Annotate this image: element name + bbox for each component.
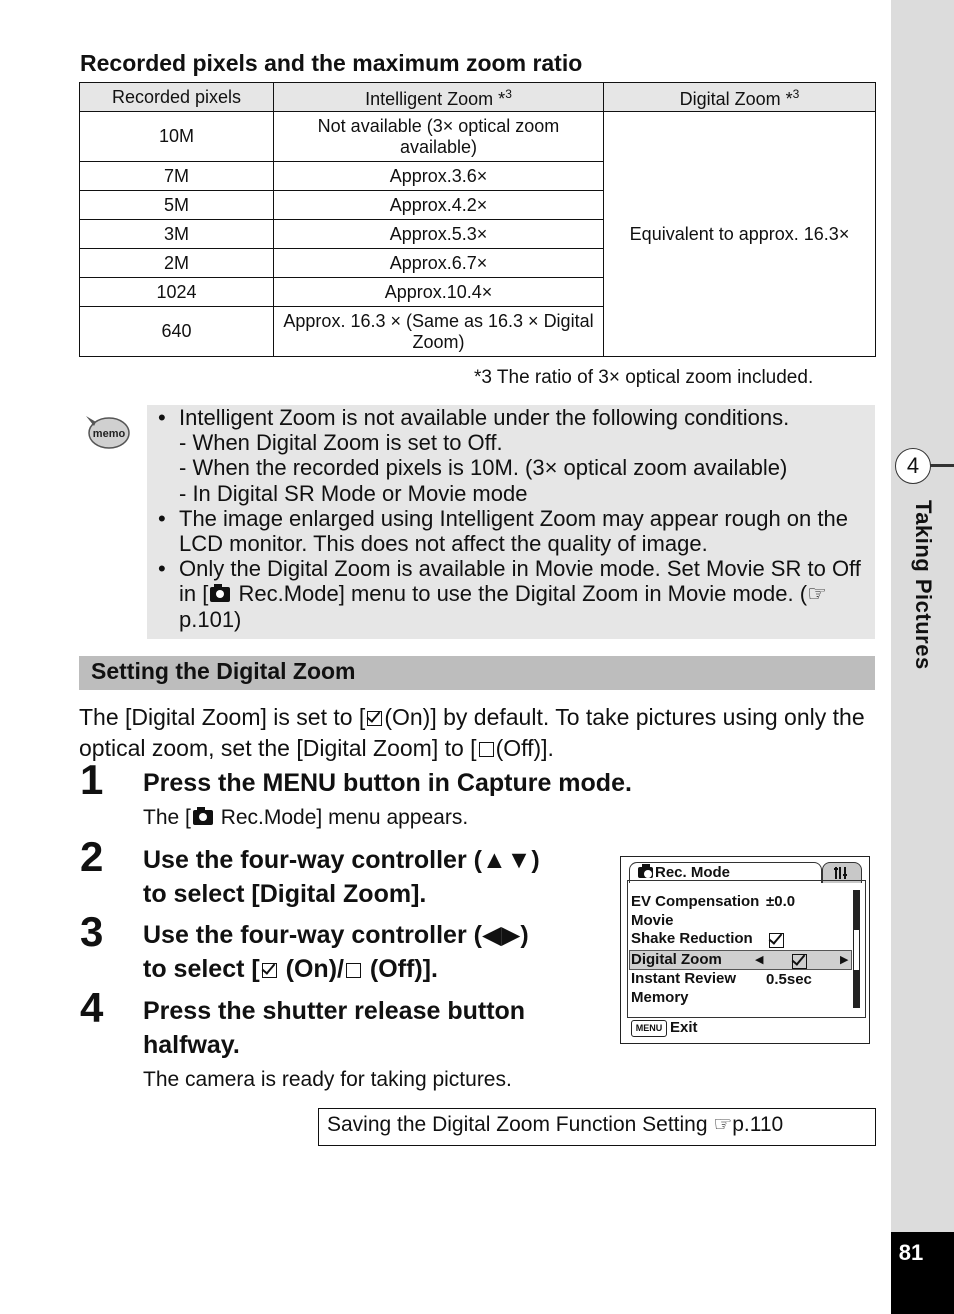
memo-subitem: - When Digital Zoom is set to Off. (179, 430, 503, 456)
header-recorded-pixels: Recorded pixels (80, 83, 274, 112)
setup-icon (830, 865, 854, 881)
reference-text: Saving the Digital Zoom Function Setting ☞p.110 (327, 1113, 784, 1136)
screen-menu-item: Memory (631, 989, 689, 1006)
setting-heading: Setting the Digital Zoom (91, 658, 356, 684)
checkbox-on-icon (262, 963, 277, 978)
camera-icon (638, 867, 653, 878)
memo-item: • The image enlarged using Intelligent Zoom may appear rough on the LCD monitor. This does not affect the quality of image. (158, 505, 848, 557)
intro-paragraph: The [Digital Zoom] is set to [ (On)] by default. To take pictures using only the optical zoom, set the [Digital Zoom] to [ (Off)]. (79, 704, 865, 761)
cell-intelligent: Approx.10.4× (274, 278, 604, 307)
checkbox-on-icon (792, 954, 807, 969)
memo-item: • Only the Digital Zoom is available in Movie mode. Set Movie SR to Off in [ Rec.Mode] menu to use the Digital Zoom in Movie mode. (☞ p.101) (158, 556, 861, 632)
step-number: 1 (80, 756, 104, 803)
checkbox-off-icon (346, 963, 361, 978)
header-digital-zoom: Digital Zoom *$^3$ (604, 83, 876, 112)
screen-menu-item: EV Compensation (631, 893, 760, 910)
screen-tab-title: Rec. Mode (636, 864, 730, 881)
table-row (80, 112, 876, 162)
screen-menu-item-selected: Digital Zoom (631, 951, 722, 968)
cell-intelligent: Approx.5.3× (274, 220, 604, 249)
checkbox-on-icon (367, 711, 382, 726)
step-subtext: The [ Rec.Mode] menu appears. (143, 806, 469, 829)
step-text: Use the four-way controller (◀▶) to select [ (On)/ (Off)]. (143, 921, 529, 983)
step-number: 4 (80, 984, 104, 1031)
memo-icon (84, 410, 130, 450)
cell-pixels: 2M (80, 249, 274, 278)
screen-menu-value: ±0.0 (766, 893, 796, 910)
camera-icon (193, 810, 213, 825)
camera-icon (210, 587, 230, 602)
cell-pixels: 1024 (80, 278, 274, 307)
checkbox-on-icon (769, 933, 784, 948)
chapter-number: 4 (895, 448, 931, 484)
cell-intelligent: Approx. 16.3 × (Same as 16.3 × Digital Zoom) (274, 307, 604, 357)
step-text: Press the shutter release button halfway. (143, 997, 526, 1059)
reference-icon: ☞ (807, 581, 827, 607)
zoom-ratio-table (79, 82, 876, 357)
chapter-tab-line (929, 464, 954, 467)
chapter-title: Taking Pictures (911, 500, 936, 670)
cell-intelligent: Approx.3.6× (274, 162, 604, 191)
step-number: 2 (80, 833, 104, 880)
screen-scrollbar-thumb (854, 930, 859, 970)
cell-pixels: 3M (80, 220, 274, 249)
reference-icon: ☞ (713, 1113, 733, 1136)
table-header-row (80, 83, 876, 112)
screen-menu-value: 0.5sec (766, 971, 812, 988)
cell-intelligent: Not available (3× optical zoom available) (274, 112, 604, 162)
section-heading: Recorded pixels and the maximum zoom ratio (80, 50, 583, 76)
menu-button-icon: MENU (631, 1020, 667, 1037)
memo-item: • Intelligent Zoom is not available under the following conditions. (158, 405, 790, 430)
memo-subitem: - In Digital SR Mode or Movie mode (179, 480, 528, 506)
cell-pixels: 7M (80, 162, 274, 191)
cell-pixels: 640 (80, 307, 274, 357)
screen-exit-label: Exit (670, 1019, 698, 1036)
cell-pixels: 5M (80, 191, 274, 220)
checkbox-off-icon (479, 742, 494, 757)
svg-text:memo: memo (92, 428, 126, 440)
header-intelligent-zoom: Intelligent Zoom *$^3$ (274, 83, 604, 112)
memo-subitem: - When the recorded pixels is 10M. (3× optical zoom available) (179, 455, 788, 481)
cell-digital-zoom: Equivalent to approx. 16.3× (604, 112, 876, 357)
memo-list (158, 405, 870, 632)
screen-menu-item: Instant Review (631, 970, 737, 987)
table-footnote: *3 The ratio of 3× optical zoom included. (474, 367, 814, 388)
step-number: 3 (80, 908, 104, 955)
left-arrow-icon: ◀ (755, 954, 764, 966)
cell-pixels: 10M (80, 112, 274, 162)
screen-menu-item: Shake Reduction (631, 930, 753, 947)
right-arrow-icon: ▶ (840, 954, 849, 966)
page-number: 81 (898, 1240, 924, 1265)
step-subtext: The camera is ready for taking pictures. (143, 1068, 512, 1091)
cell-intelligent: Approx.4.2× (274, 191, 604, 220)
cell-intelligent: Approx.6.7× (274, 249, 604, 278)
step-text: Use the four-way controller (▲▼) to select [Digital Zoom]. (143, 846, 540, 908)
step-text: Press the MENU button in Capture mode. (143, 769, 632, 797)
screen-menu-item: Movie (631, 912, 674, 929)
